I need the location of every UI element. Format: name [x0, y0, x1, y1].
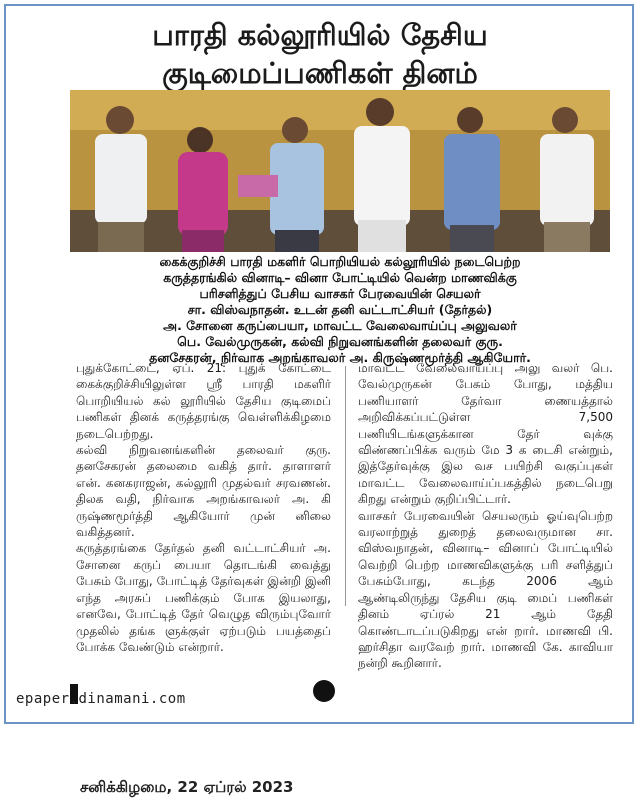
article-column-1: [76, 360, 331, 655]
caption-line: பெ. வேல்முருகன், கல்வி நிறுவனங்களின் தலைவர் குரு.: [177, 334, 503, 349]
article-paragraph: கருத்தரங்கை தேர்தல் தனி வட்டாட்சியர் அ. சோனை கருப் பையா தொடங்கி வைத்து பேசும் போது, போட்டித் தேர்வுகள் இன்றி இனி எந்த அரசுப் பணிக்கும் போக இயலாது, எனவே, போட்டித் தேர் வெழுத விரும்புவோர் முதலில் தங்க ளுக்குள் ஏற்படும் பயத்தைப் போக்க வேண்டும் என்றார்.: [76, 541, 331, 654]
caption-line: தனசேகரன், நிர்வாக அறங்காவலர் அ. கிருஷ்ணமூர்த்தி ஆகியோர்.: [149, 350, 531, 365]
caption-line: அ. சோனை கருப்பையா, மாவட்ட வேலைவாய்ப்பு அலுவலர்: [163, 318, 517, 333]
caption-line: சா. விஸ்வநாதன். உடன் தனி வட்டாட்சியர் (தேர்தல்): [187, 302, 493, 317]
column-divider: [345, 366, 346, 606]
caption-line: பரிசளித்துப் பேசிய வாசகர் பேரவையின் செயலர்: [199, 286, 481, 301]
article-paragraph: மாவட்ட வேலைவாய்ப்பு அலு வலர் பெ. வேல்முருகன் பேசும் போது, மத்திய பணியாளர் தேர்வா ணையத்தால் அறிவிக்கப்பட்டுள்ள 7,500 பணியிடங்களுக்கான தேர் வுக்கு விண்ணப்பிக்க வரும் மே 3 க டைசி என்றும், இத்தேர்வுக்கு இல வச பயிற்சி வகுப்புகள் மாவட்ட வேலைவாய்ப்பகத்தில் நடைபெறு கிறது என்றும் குறிப்பிட்டார்.: [358, 361, 613, 507]
caption-line: கைக்குறிச்சி பாரதி மகளிர் பொறியியல் கல்லூரியில் நடைபெற்ற: [159, 254, 521, 269]
publication-date: சனிக்கிழமை, 22 ஏப்ரல் 2023: [80, 778, 294, 796]
article-paragraph: புதுக்கோட்டை, ஏப். 21: புதுக் கோட்டை கைக்குறிச்சியிலுள்ள ஸ்ரீ பாரதி மகளிர் பொறியியல் கல் லூரியில் தேசிய குடிமைப் பணிகள் தினக் கருத்தரங்கு வெள்ளிக்கிழமை நடைபெற்றது.: [76, 361, 331, 441]
group-photo-people-icon: [70, 90, 610, 252]
headline-line-2: குடிமைப்பணிகள் தினம்: [162, 56, 478, 90]
photo-caption: [70, 254, 610, 366]
article-paragraph: வாசகர் பேரவையின் செயலரும் ஓய்வுபெற்ற வரலாற்றுத் துறைத் தலைவருமான சா. விஸ்வநாதன், வினாடி– வினாப் போட்டியில் வெற்றி பெற்ற மாணவிகளுக்கு பரி சளித்துப் பேசும்போது, கடந்த 2006 ஆம் ஆண்டிலிருந்து தேசிய குடி மைப் பணிகள் தினம் ஏப்ரல் 21 ஆம் தேதி கொண்டாடப்படுகிறது என் றார். மாணவி பி. ஹர்சிதா வரவேற் றார். மாணவி கே. காவியா நன்றி கூறினார்.: [358, 508, 613, 671]
news-photo: [70, 90, 610, 252]
article-column-2: [358, 360, 613, 672]
bullet-dot: [313, 680, 335, 702]
headline-line-1: பாரதி கல்லூரியில் தேசிய: [152, 18, 488, 52]
caption-line: கருத்தரங்கில் வினாடி– வினா போட்டியில் வென்ற மாணவிக்கு: [163, 270, 517, 285]
article-paragraph: கல்வி நிறுவனங்களின் தலைவர் குரு. தனசேகரன் தலைமை வகித் தார். தாளாளர் என். கனகராஜன், கல்லூரி முதல்வர் சரவணன். திலக வதி, நிர்வாக அறங்காவலர் அ. கி ருஷ்ணமூர்த்தி ஆகியோர் முன் னிலை வகித்தனர்.: [76, 443, 331, 540]
source-url: epaper.dinamani.com: [16, 691, 186, 707]
